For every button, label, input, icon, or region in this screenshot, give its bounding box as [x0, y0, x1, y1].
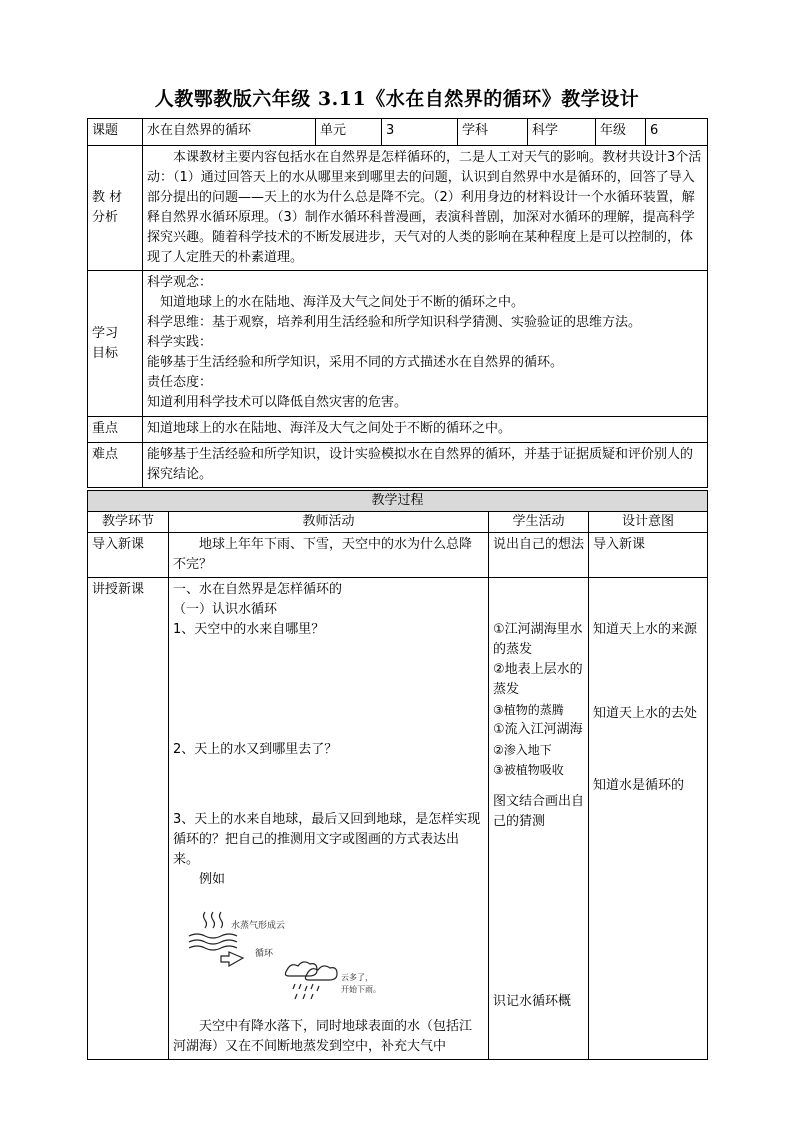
- goal-line: 责任态度：: [147, 375, 213, 390]
- lecture-teacher: [169, 578, 489, 1060]
- key-point-text: 知道地球上的水在陆地、海洋及大气之间处于不断的循环之中。: [143, 417, 708, 443]
- sketch-rain-label-2: 开始下雨。: [341, 985, 381, 994]
- goal-line: 能够基于生活经验和所学知识，采用不同的方式描述水在自然界的循环。: [147, 355, 564, 370]
- column-header: 设计意图: [589, 512, 708, 533]
- sketch-rain-label-1: 云多了，: [341, 973, 373, 982]
- summary-student: 识记水循环概: [493, 994, 572, 1009]
- process-header: 教学过程: [88, 491, 708, 512]
- summary-text: 天空中有降水落下，同时地球表面的水（包括江河湖海）又在不间断地蒸发到空中，补充大气中: [173, 1019, 473, 1054]
- question-2: 2、天上的水又到哪里去了？: [173, 742, 338, 757]
- section-heading: 一、水在自然界是怎样循环的: [173, 582, 343, 597]
- info-table: [87, 118, 708, 488]
- sketch-vapor-label: 水蒸气形成云: [231, 921, 286, 931]
- goal-line: 科学实践：: [147, 335, 213, 350]
- subsection-heading: （一）认识水循环: [173, 602, 278, 617]
- goals-label: 学习 目标: [88, 271, 143, 417]
- q1-intent: 知道天上水的来源: [593, 622, 698, 637]
- analysis-text: 本课教材主要内容包括水在自然界是怎样循环的，二是人工对天气的影响。教材共设计3个活动：（1）通过回答天上的水从哪里来到哪里去的问题，认识到自然界中水是循环的，回答了导入部分提出的问题——天上的水为什么总是降不完。（2）利用身边的材料设计一个水循环装置，解释自然界水循环原理。（3）制作水循环科普漫画，表演科普剧，加深对水循环的理解，提高科学探究兴趣。随着科学技术的不断发展进步，天气对的人类的影响在某种程度上是可以控制的，体现了人定胜天的朴素道理。: [147, 150, 702, 265]
- question-1: 1、天空中的水来自哪里？: [173, 622, 325, 637]
- process-table: [87, 490, 708, 1060]
- unit-label: 单元: [316, 119, 382, 146]
- difficulty-label: 难点: [88, 443, 143, 488]
- stage-intro: 导入新课: [88, 533, 169, 578]
- column-header: 教学环节: [88, 512, 169, 533]
- question-3: 3、天上的水来自地球，最后又回到地球，是怎样实现循环的？把自己的推测用文字或图画的方式表达出来。: [173, 812, 481, 867]
- stage-lecture: 讲授新课: [88, 578, 169, 1060]
- unit-value: 3: [382, 119, 458, 146]
- example-label: 例如: [199, 872, 226, 887]
- subject-label: 学科: [458, 119, 528, 146]
- goals-content: [143, 271, 708, 417]
- difficulty-text: 能够基于生活经验和所学知识，设计实验模拟水在自然界的循环，并基于证据质疑和评价别人的探究结论。: [143, 443, 708, 488]
- goal-line: 科学观念：: [147, 275, 213, 290]
- water-cycle-sketch: [183, 904, 383, 1004]
- sketch-cycle-label: 循环: [255, 949, 274, 959]
- column-header: 教师活动: [169, 512, 489, 533]
- q2-answer: ③被植物吸收: [493, 763, 564, 777]
- intro-student: 说出自己的想法: [489, 533, 589, 578]
- goal-line: 知道地球上的水在陆地、海洋及大气之间处于不断的循环之中。: [147, 295, 525, 310]
- key-point-label: 重点: [88, 417, 143, 443]
- document-title: 人教鄂教版六年级 3.11《水在自然界的循环》教学设计: [154, 88, 640, 110]
- q3-intent: 知道水是循环的: [593, 778, 685, 793]
- subject-value: 科学: [528, 119, 596, 146]
- goal-line: 知道利用科学技术可以降低自然灾害的危害。: [147, 395, 408, 410]
- q2-answer: ①流入江河湖海: [493, 722, 583, 737]
- q2-intent: 知道天上水的去处: [593, 706, 698, 721]
- lecture-student: [489, 578, 589, 1060]
- q1-answer: ③植物的蒸腾: [493, 703, 564, 717]
- q1-answer: ①江河湖海里水的蒸发: [493, 622, 583, 657]
- grade-label: 年级: [596, 119, 646, 146]
- q3-student: 图文结合画出自己的猜测: [493, 794, 585, 829]
- q1-answer: ②地表上层水的蒸发: [493, 662, 583, 697]
- q2-answer: ②渗入地下: [493, 743, 552, 757]
- lecture-intent: [589, 578, 708, 1060]
- column-header: 学生活动: [489, 512, 589, 533]
- analysis-label: 教 材 分析: [88, 146, 143, 271]
- goal-line: 科学思维：基于观察，培养利用生活经验和所学知识科学猜测、实验验证的思维方法。: [147, 315, 642, 330]
- intro-intent: 导入新课: [589, 533, 708, 578]
- grade-value: 6: [646, 119, 708, 146]
- intro-teacher: 地球上年年下雨、下雪，天空中的水为什么总降不完？: [173, 537, 473, 572]
- topic-label: 课题: [88, 119, 143, 146]
- topic-value: 水在自然界的循环: [143, 119, 316, 146]
